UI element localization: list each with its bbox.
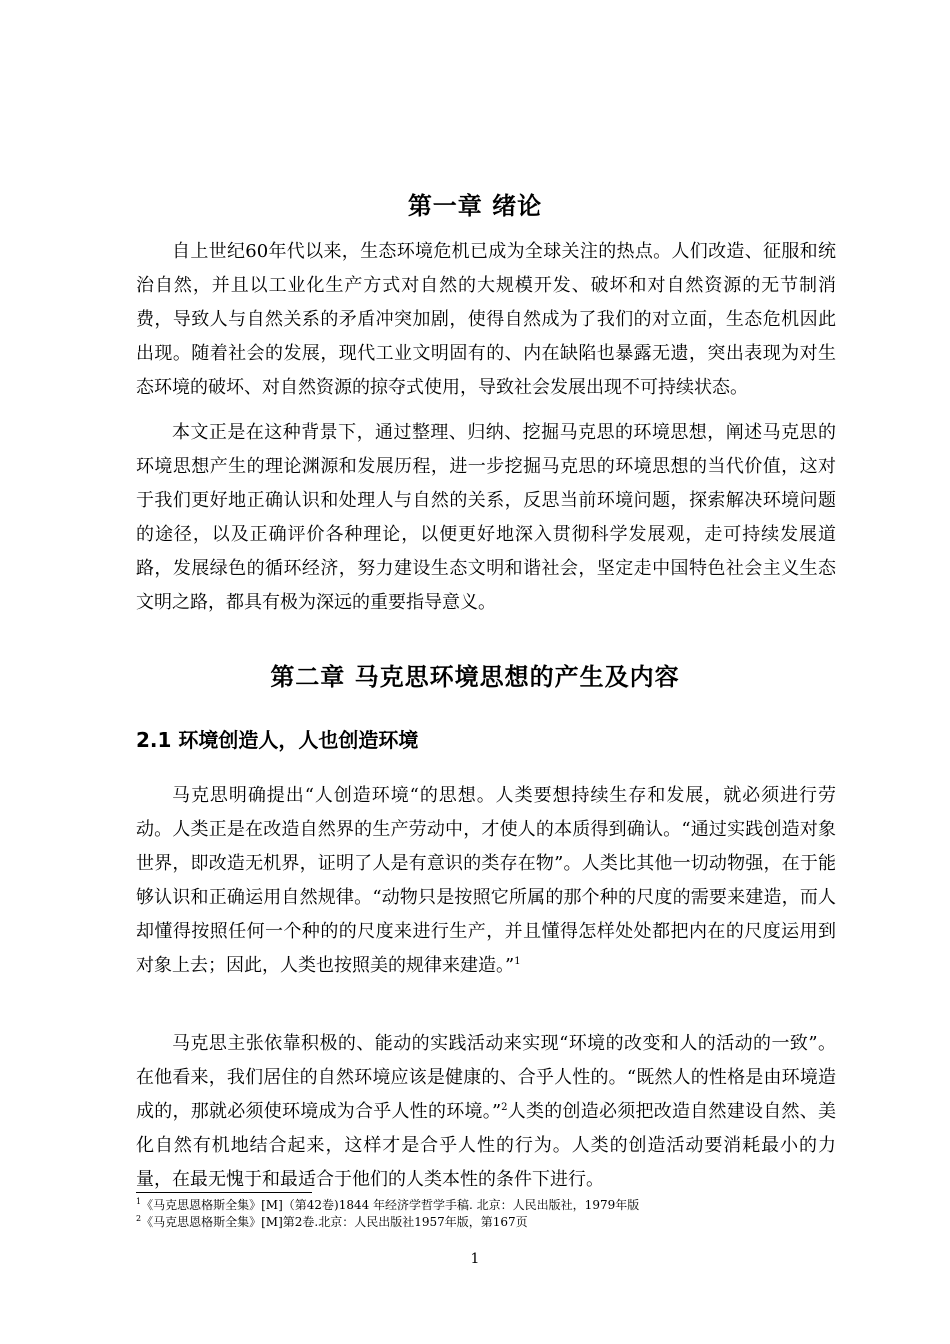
footnote-ref-2[interactable]: 2: [501, 1102, 508, 1113]
footnote-ref-1[interactable]: 1: [514, 956, 521, 967]
footnote-2: [136, 1214, 836, 1231]
footnote-1: [136, 1197, 836, 1214]
section-paragraph-2: [136, 1027, 836, 1197]
chapter1-title: 第一章 绪论: [407, 192, 543, 220]
section-paragraph-1: [136, 779, 836, 983]
section-paragraph-2-text-a: 马克思主张依靠积极的、能动的实践活动来实现“环境的改变和人的活动的一致”。在他看来，我们居住的自然环境应该是健康的、合乎人性的。“既然人的性格是由环境造成的，那就必须使环境成为合乎人性的环境。”: [136, 1033, 836, 1122]
footnote-1-text: 《马克思恩格斯全集》[M]（第42卷)1844 年经济学哲学手稿. 北京：人民出版社，1979年版: [141, 1198, 640, 1212]
section-2-1-title: 2.1 环境创造人，人也创造环境: [136, 728, 419, 752]
footnote-separator: [136, 1192, 312, 1193]
section-paragraph-2-text-b: 人类的创造必须把改造自然建设自然、美化自然有机地结合起来，这样才是合乎人性的行为。人类的创造活动要消耗最小的力量，在最无愧于和最适合于他们的人类本性的条件下进行。: [136, 1101, 837, 1190]
footnote-2-mark: 2: [136, 1214, 142, 1223]
chapter2-title: 第二章 马克思环境思想的产生及内容: [270, 663, 680, 691]
chapter1-paragraph-2: 本文正是在这种背景下，通过整理、归纳、挖掘马克思的环境思想，阐述马克思的环境思想产生的理论渊源和发展历程，进一步挖掘马克思的环境思想的当代价值，这对于我们更好地正确认识和处理人与自然的关系，反思当前环境问题，探索解决环境问题的途径，以及正确评价各种理论，以便更好地深入贯彻科学发展观，走可持续发展道路，发展绿色的循环经济，努力建设生态文明和谐社会，坚定走中国特色社会主义生态文明之路，都具有极为深远的重要指导意义。: [136, 422, 836, 613]
footnotes: [136, 1197, 836, 1231]
page-number: 1: [470, 1251, 480, 1267]
section-paragraph-1-text: 马克思明确提出“人创造环境“的思想。人类要想持续生存和发展，就必须进行劳动。人类正是在改造自然界的生产劳动中，才使人的本质得到确认。“通过实践创造对象世界，即改造无机界，证明了人是有意识的类存在物”。人类比其他一切动物强，在于能够认识和正确运用自然规律。“动物只是按照它所属的那个种的尺度的需要来建造，而人却懂得按照任何一个种的的尺度来进行生产，并且懂得怎样处处都把内在的尺度运用到对象上去；因此，人类也按照美的规律来建造。”: [136, 785, 836, 976]
footnote-1-mark: 1: [136, 1197, 142, 1206]
footnote-2-text: 《马克思恩格斯全集》[M]第2卷.北京：人民出版社1957年版，第167页: [141, 1215, 528, 1229]
chapter1-paragraph-1: 自上世纪60年代以来，生态环境危机已成为全球关注的热点。人们改造、征服和统治自然，并且以工业化生产方式对自然的大规模开发、破坏和对自然资源的无节制消费，导致人与自然关系的矛盾冲突加剧，使得自然成为了我们的对立面，生态危机因此出现。随着社会的发展，现代工业文明固有的、内在缺陷也暴露无遗，突出表现为对生态环境的破坏、对自然资源的掠夺式使用，导致社会发展出现不可持续状态。: [136, 241, 836, 398]
